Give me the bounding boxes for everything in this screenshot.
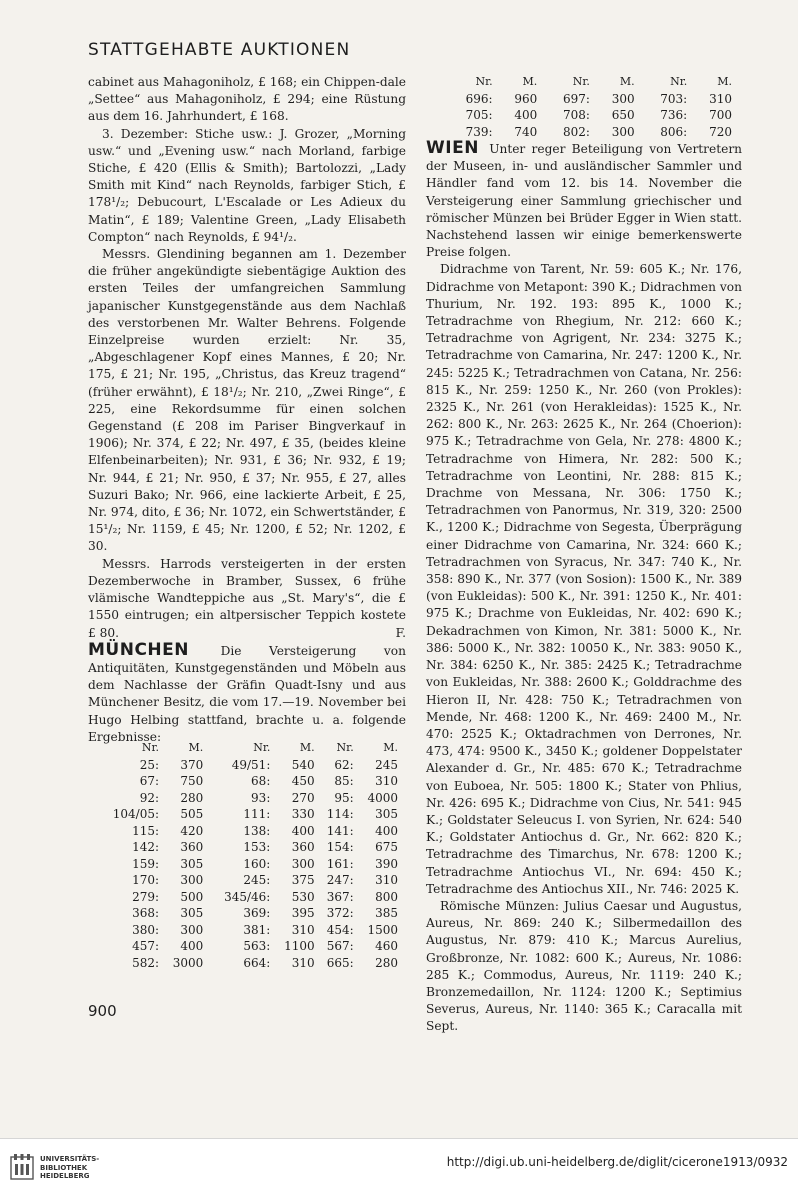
- wien-intro: Unter reger Beteiligung von Vertretern der Museen, in- und ausländischer Sammler und Händler fand vom 12. bis 14. November die Versteigerung einer Sammlung griechischer und römischer Münzen bei Brüder Egger in Wien statt. Nachstehend lassen wir einige bemerkenswerte Preise folgen.: [426, 142, 742, 260]
- lot-number-cell: 85:: [334, 774, 354, 788]
- table-header: M.: [619, 75, 635, 88]
- lot-number-cell: 154:: [326, 840, 354, 854]
- price-cell: 245: [375, 757, 398, 772]
- lot-number-cell: 92:: [139, 790, 160, 805]
- lot-number-cell: 739:: [465, 124, 493, 139]
- section-muenchen: [88, 639, 406, 746]
- table-row: [92, 872, 398, 889]
- price-cell: 280: [375, 955, 398, 970]
- table-header: M.: [383, 741, 398, 754]
- price-cell: 400: [180, 939, 204, 953]
- lot-number-cell: 67:: [139, 774, 160, 788]
- lot-number-cell: 142:: [132, 840, 160, 854]
- lot-number-cell: 367:: [326, 889, 354, 904]
- paragraph-stiche: 3. Dezember: Stiche usw.: J. Grozer, „Morning usw.“ und „Evening usw.“ nach Morland, farbige Stiche, £ 420 (Ellis & Smith); Bartolozzi, „Lady Smith mit Kind“ nach Reynolds, farbiger Stich, £ 178¹/₂; Debucourt, L'Escalade or Les Adieux du Matin“, £ 189; Valentine Green, „Lady Elisabeth Compton“ nach Reynolds, £ 94¹/₂.: [88, 126, 406, 244]
- price-cell: 360: [291, 840, 315, 854]
- price-cell: 395: [291, 906, 315, 920]
- lot-number-cell: 563:: [243, 939, 271, 953]
- source-url-link[interactable]: http://digi.ub.uni-heidelberg.de/diglit/cicerone1913/0932: [446, 1155, 788, 1169]
- price-cell: 300: [611, 91, 635, 106]
- price-cell: 305: [180, 856, 204, 871]
- price-cell: 530: [291, 889, 315, 904]
- table-header: M.: [188, 741, 204, 754]
- lot-number-cell: 703:: [660, 91, 688, 106]
- paragraph-furniture: cabinet aus Mahagoniholz, £ 168; ein Chippen-dale „Settee“ aus Mahagoniholz, £ 294; eine Rüstung aus dem 16. Jahrhundert, £ 168.: [88, 75, 406, 124]
- table-header: Nr.: [336, 741, 354, 754]
- lot-number-cell: 161:: [326, 856, 354, 871]
- lot-number-cell: 372:: [326, 906, 354, 920]
- price-cell: 500: [180, 889, 204, 904]
- price-cell: 4000: [367, 790, 398, 805]
- paragraph-roman-coins: Römische Münzen: Julius Caesar und Augustus, Aureus, Nr. 869: 240 K.; Silbermedaillon des Augustus, Nr. 879: 410 K.; Marcus Aurelius, Großbronze, Nr. 1082: 600 K.; Aureus, Nr. 1086: 285 K.; Commodus, Aureus, Nr. 1119: 240 K.; Bronzemedaillon, Nr. 1124: 1200 K.; Septimius Severus, Aureus, Nr. 1140: 365 K.; Caracalla mit Sept.: [426, 898, 742, 1034]
- lot-number-cell: 736:: [660, 108, 688, 122]
- price-cell: 400: [375, 823, 398, 838]
- right-column: [426, 74, 742, 1036]
- lot-number-cell: 170:: [132, 873, 160, 887]
- lot-number-cell: 567:: [326, 939, 354, 953]
- price-cell: 1500: [367, 922, 398, 937]
- price-cell: 300: [611, 124, 635, 139]
- lot-number-cell: 279:: [132, 889, 160, 904]
- table-header-row: [92, 740, 398, 757]
- price-cell: 505: [180, 807, 204, 821]
- price-cell: 300: [180, 873, 204, 887]
- lot-number-cell: 696:: [465, 91, 493, 106]
- library-name-line: UNIVERSITÄTS-: [40, 1155, 100, 1163]
- lot-number-cell: 160:: [243, 856, 271, 871]
- table-row: [92, 905, 398, 922]
- left-column: [88, 74, 406, 746]
- price-cell: 310: [709, 91, 732, 106]
- table-row: [92, 790, 398, 807]
- price-cell: 960: [514, 91, 538, 106]
- table-row: [92, 922, 398, 939]
- lot-number-cell: 95:: [334, 790, 354, 805]
- results-table-muenchen: [92, 740, 398, 971]
- price-cell: 800: [375, 889, 398, 904]
- price-cell: 305: [375, 807, 398, 821]
- lot-number-cell: 665:: [326, 955, 354, 970]
- library-name-line: HEIDELBERG: [40, 1172, 90, 1180]
- lot-number-cell: 705:: [465, 108, 493, 122]
- lot-number-cell: 93:: [251, 790, 271, 805]
- lot-number-cell: 368:: [132, 906, 160, 920]
- lot-number-cell: 457:: [132, 939, 160, 953]
- price-cell: 700: [709, 108, 732, 122]
- price-cell: 390: [375, 856, 398, 871]
- heading-wien: WIEN: [426, 138, 479, 158]
- table-header: Nr.: [141, 741, 160, 754]
- library-name-line: BIBLIOTHEK: [40, 1163, 88, 1172]
- table-row: [92, 757, 398, 774]
- table-row: [92, 806, 398, 823]
- price-cell: 400: [514, 108, 538, 122]
- author-initial: F.: [395, 625, 406, 640]
- price-cell: 460: [375, 939, 398, 953]
- lot-number-cell: 114:: [326, 807, 354, 821]
- price-cell: 310: [291, 955, 315, 970]
- price-cell: 305: [180, 906, 204, 920]
- table-header: Nr.: [475, 75, 493, 88]
- price-cell: 310: [291, 922, 315, 937]
- price-cell: 370: [180, 757, 204, 772]
- price-cell: 270: [291, 790, 315, 805]
- price-cell: 720: [709, 124, 732, 139]
- table-header: M.: [522, 75, 538, 88]
- table-row: [92, 823, 398, 840]
- price-cell: 540: [291, 757, 315, 772]
- table-body: [92, 757, 398, 972]
- lot-number-cell: 454:: [326, 922, 354, 937]
- lot-number-cell: 25:: [139, 757, 160, 772]
- table-row: [92, 773, 398, 790]
- paragraph-glendining: Messrs. Glendining begannen am 1. Dezember die früher angekündigte siebentägige Auktion des ersten Teiles der umfangreichen Sammlung japanischer Kunstgegenstände aus dem Nachlaß des verstorbenen Mr. Walter Behrens. Folgende Einzelpreise wurden erzielt: Nr. 35, „Abgeschlagener Kopf eines Mannes, £ 20; Nr. 175, £ 21; Nr. 195, „Christus, das Kreuz tragend“ (früher erwähnt), £ 18¹/₂; Nr. 210, „Zwei Ringe“, £ 225, eine Rekordsumme für einen solchen Gegenstand (£ 208 im Pariser Bingverkauf in 1906); Nr. 374, £ 22; Nr. 497, £ 35, (beides kleine Elfenbeinarbeiten); Nr. 931, £ 36; Nr. 932, £ 19; Nr. 944, £ 21; Nr. 950, £ 37; Nr. 955, £ 27, alles Suzuri Bako; Nr. 966, eine lackierte Arbeit, £ 25, Nr. 974, dito, £ 36; Nr. 1072, ein Schwertständer, £ 15¹/₂; Nr. 1159, £ 45; Nr. 1200, £ 52; Nr. 1202, £ 30.: [88, 247, 406, 554]
- library-logo-icon: [10, 1153, 34, 1181]
- price-cell: 330: [291, 807, 315, 821]
- running-head: STATTGEHABTE AUKTIONEN: [88, 40, 351, 60]
- price-cell: 650: [611, 108, 635, 122]
- lot-number-cell: 138:: [243, 823, 271, 838]
- lot-number-cell: 697:: [562, 91, 590, 106]
- table-row: [440, 124, 732, 141]
- lot-number-cell: 62:: [334, 757, 354, 772]
- harrods-text: Messrs. Harrods versteigerten in der ersten Dezemberwoche in Bramber, Sussex, 6 frühe vlämische Wandteppiche aus „St. Mary's“, die £ 1550 eintrugen; ein altpersischer Teppich kostete £ 80.: [88, 556, 406, 640]
- lot-number-cell: 664:: [243, 955, 271, 970]
- table-header-row: [440, 74, 732, 91]
- table-body: [440, 91, 732, 141]
- lot-number-cell: 153:: [243, 840, 271, 854]
- table-header: Nr.: [572, 75, 590, 88]
- table-row: [440, 91, 732, 108]
- lot-number-cell: 245:: [243, 873, 271, 887]
- price-cell: 420: [180, 823, 204, 838]
- lot-number-cell: 582:: [132, 955, 160, 970]
- price-cell: 750: [180, 774, 204, 788]
- lot-number-cell: 68:: [251, 774, 271, 788]
- price-cell: 310: [375, 774, 398, 788]
- lot-number-cell: 802:: [562, 124, 590, 139]
- lot-number-cell: 141:: [326, 823, 354, 838]
- lot-number-cell: 369:: [243, 906, 271, 920]
- lot-number-cell: 345/46:: [224, 889, 271, 904]
- lot-number-cell: 247:: [326, 873, 354, 887]
- price-cell: 675: [375, 840, 398, 854]
- footer-bar: [0, 1138, 798, 1194]
- lot-number-cell: 115:: [132, 823, 160, 838]
- price-cell: 300: [180, 922, 204, 937]
- price-cell: 310: [375, 873, 398, 887]
- table-header: M.: [717, 75, 732, 88]
- lot-number-cell: 49/51:: [231, 757, 271, 772]
- lot-number-cell: 381:: [243, 922, 271, 937]
- lot-number-cell: 380:: [132, 922, 160, 937]
- table-header: M.: [299, 741, 315, 754]
- results-table-continued: [440, 74, 732, 140]
- price-cell: 385: [375, 906, 398, 920]
- library-name: [40, 1155, 99, 1181]
- table-row: [92, 938, 398, 955]
- price-cell: 375: [291, 873, 315, 887]
- lot-number-cell: 111:: [243, 807, 271, 821]
- muenchen-intro: Die Versteigerung von Antiquitäten, Kunstgegenständen und Möbeln aus dem Nachlasse der Gräfin Quadt-Isny und aus Münchener Besitz, die vom 17.—19. November bei Hugo Helbing stattfand, brachte u. a. folgende Ergebnisse:: [88, 643, 406, 744]
- paragraph-harrods: [88, 556, 406, 642]
- table-header: Nr.: [670, 75, 688, 88]
- heading-muenchen: MÜNCHEN: [88, 639, 189, 660]
- price-cell: 450: [291, 774, 315, 788]
- lot-number-cell: 104/05:: [112, 807, 160, 821]
- table-row: [92, 889, 398, 906]
- page-number: 900: [88, 1002, 117, 1020]
- lot-number-cell: 708:: [562, 108, 590, 122]
- table-row: [440, 107, 732, 124]
- price-cell: 300: [291, 856, 315, 871]
- paragraph-greek-coins: Didrachme von Tarent, Nr. 59: 605 K.; Nr. 176, Didrachme von Metapont: 390 K.; Didrachmen von Thurium, Nr. 192. 193: 895 K., 1000 K.; Tetradrachme von Rhegium, Nr. 212: 660 K.; Tetradrachme von Agrigent, Nr. 234: 3275 K.; Tetradrachme von Camarina, Nr. 247: 1200 K., Nr. 245: 5225 K.; Tetradrachmen von Catana, Nr. 256: 815 K., Nr. 259: 1250 K., Nr. 260 (von Prokles): 2325 K., Nr. 261 (von Herakleidas): 1525 K., Nr. 262: 800 K., Nr. 263: 2625 K., Nr. 264 (Choerion): 975 K.; Tetradrachme von Gela, Nr. 278: 4800 K.; Tetradrachme von Himera, Nr. 282: 500 K.; Tetradrachme von Leontini, Nr. 288: 815 K.; Drachme von Messana, Nr. 306: 1750 K.; Tetradrachmen von Panormus, Nr. 319, 320: 2500 K., 1200 K.; Didrachme von Segesta, Überprägung einer Didrachme von Camarina, Nr. 324: 660 K.; Tetradrachmen von Syracus, Nr. 347: 740 K., Nr. 358: 890 K., Nr. 377 (von Sosion): 1500 K., Nr. 389 (von Eukleidas): 500 K., Nr. 391: 1250 K., Nr. 401: 975 K.; Drachme von Eukleidas, Nr. 402: 690 K.; Dekadrachmen von Kimon, Nr. 381: 5000 K., Nr. 386: 5000 K., Nr. 382: 10050 K., Nr. 383: 9050 K., Nr. 384: 6250 K., Nr. 385: 2425 K.; Tetradrachme von Eukleidas, Nr. 388: 2600 K.; Golddrachme des Hieron II, Nr. 428: 750 K.; Tetradrachmen von Mende, Nr. 468: 1200 K., Nr. 469: 2400 M., Nr. 470: 2525 K.; Oktadrachmen von Derrones, Nr. 473, 474: 9500 K., 3450 K.; goldener Doppelstater Alexander d. Gr., Nr. 485: 670 K.; Tetradrachme von Euboea, Nr. 505: 1800 K.; Stater von Phlius, Nr. 426: 695 K.; Didrachme von Cius, Nr. 541: 945 K.; Goldstater Seleucus I. von Syrien, Nr. 624: 540 K.; Goldstater Antiochus d. Gr., Nr. 662: 820 K.; Tetradrachme des Timarchus, Nr. 678: 1200 K.; Tetradrachme Antiochus VI., Nr. 694: 450 K.; Tetradrachme des Antiochus XII., Nr. 746: 2025 K.: [426, 262, 742, 896]
- table-row: [92, 856, 398, 873]
- price-cell: 400: [291, 823, 315, 838]
- lot-number-cell: 806:: [660, 124, 688, 139]
- price-cell: 1100: [284, 939, 315, 953]
- price-cell: 740: [514, 124, 538, 139]
- price-cell: 280: [180, 790, 204, 805]
- table-row: [92, 839, 398, 856]
- price-cell: 3000: [172, 955, 204, 970]
- section-wien: [426, 140, 742, 261]
- lot-number-cell: 159:: [132, 856, 160, 871]
- table-row: [92, 955, 398, 972]
- price-cell: 360: [180, 840, 204, 854]
- table-header: Nr.: [253, 741, 271, 754]
